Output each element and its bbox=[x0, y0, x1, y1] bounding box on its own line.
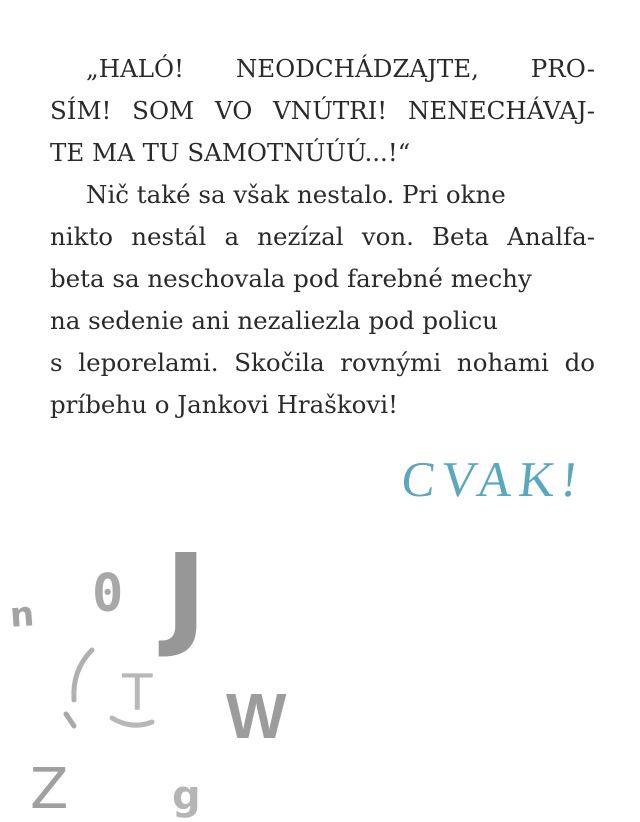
decorative-letter-zero: 0 bbox=[92, 564, 124, 624]
text-line: „HALÓ! NEODCHÁDZAJTE, PRO- bbox=[86, 54, 595, 83]
story-text bbox=[50, 48, 595, 426]
decorative-letter-z: Z bbox=[30, 757, 69, 822]
text-line: SÍM! SOM VO VNÚTRI! NENECHÁVAJ- bbox=[50, 96, 595, 125]
decorative-letter-t: T bbox=[122, 664, 153, 722]
text-line: nikto nestál a nezízal von. Beta Analfa- bbox=[50, 222, 595, 251]
text-line: TE MA TU SAMOTNÚÚÚ...!“ bbox=[50, 138, 411, 167]
decorative-letter-j: J bbox=[165, 531, 207, 661]
text-line: Nič také sa však nestalo. Pri okne bbox=[86, 180, 506, 209]
text-line: príbehu o Jankovi Hraškovi! bbox=[50, 390, 398, 419]
cvak-exclamation: CVAK! bbox=[399, 451, 587, 507]
text-line: na sedenie ani nezaliezla pod policu bbox=[50, 306, 498, 335]
text-line: beta sa neschovala pod farebné mechy bbox=[50, 264, 532, 293]
decorative-letter-w: W bbox=[226, 680, 287, 752]
decorative-arc-shapes bbox=[52, 630, 212, 740]
decorative-letter-n: n bbox=[8, 594, 36, 636]
decorative-letter-g: g bbox=[172, 773, 201, 819]
text-line: s leporelami. Skočila rovnými nohami do bbox=[50, 348, 595, 377]
